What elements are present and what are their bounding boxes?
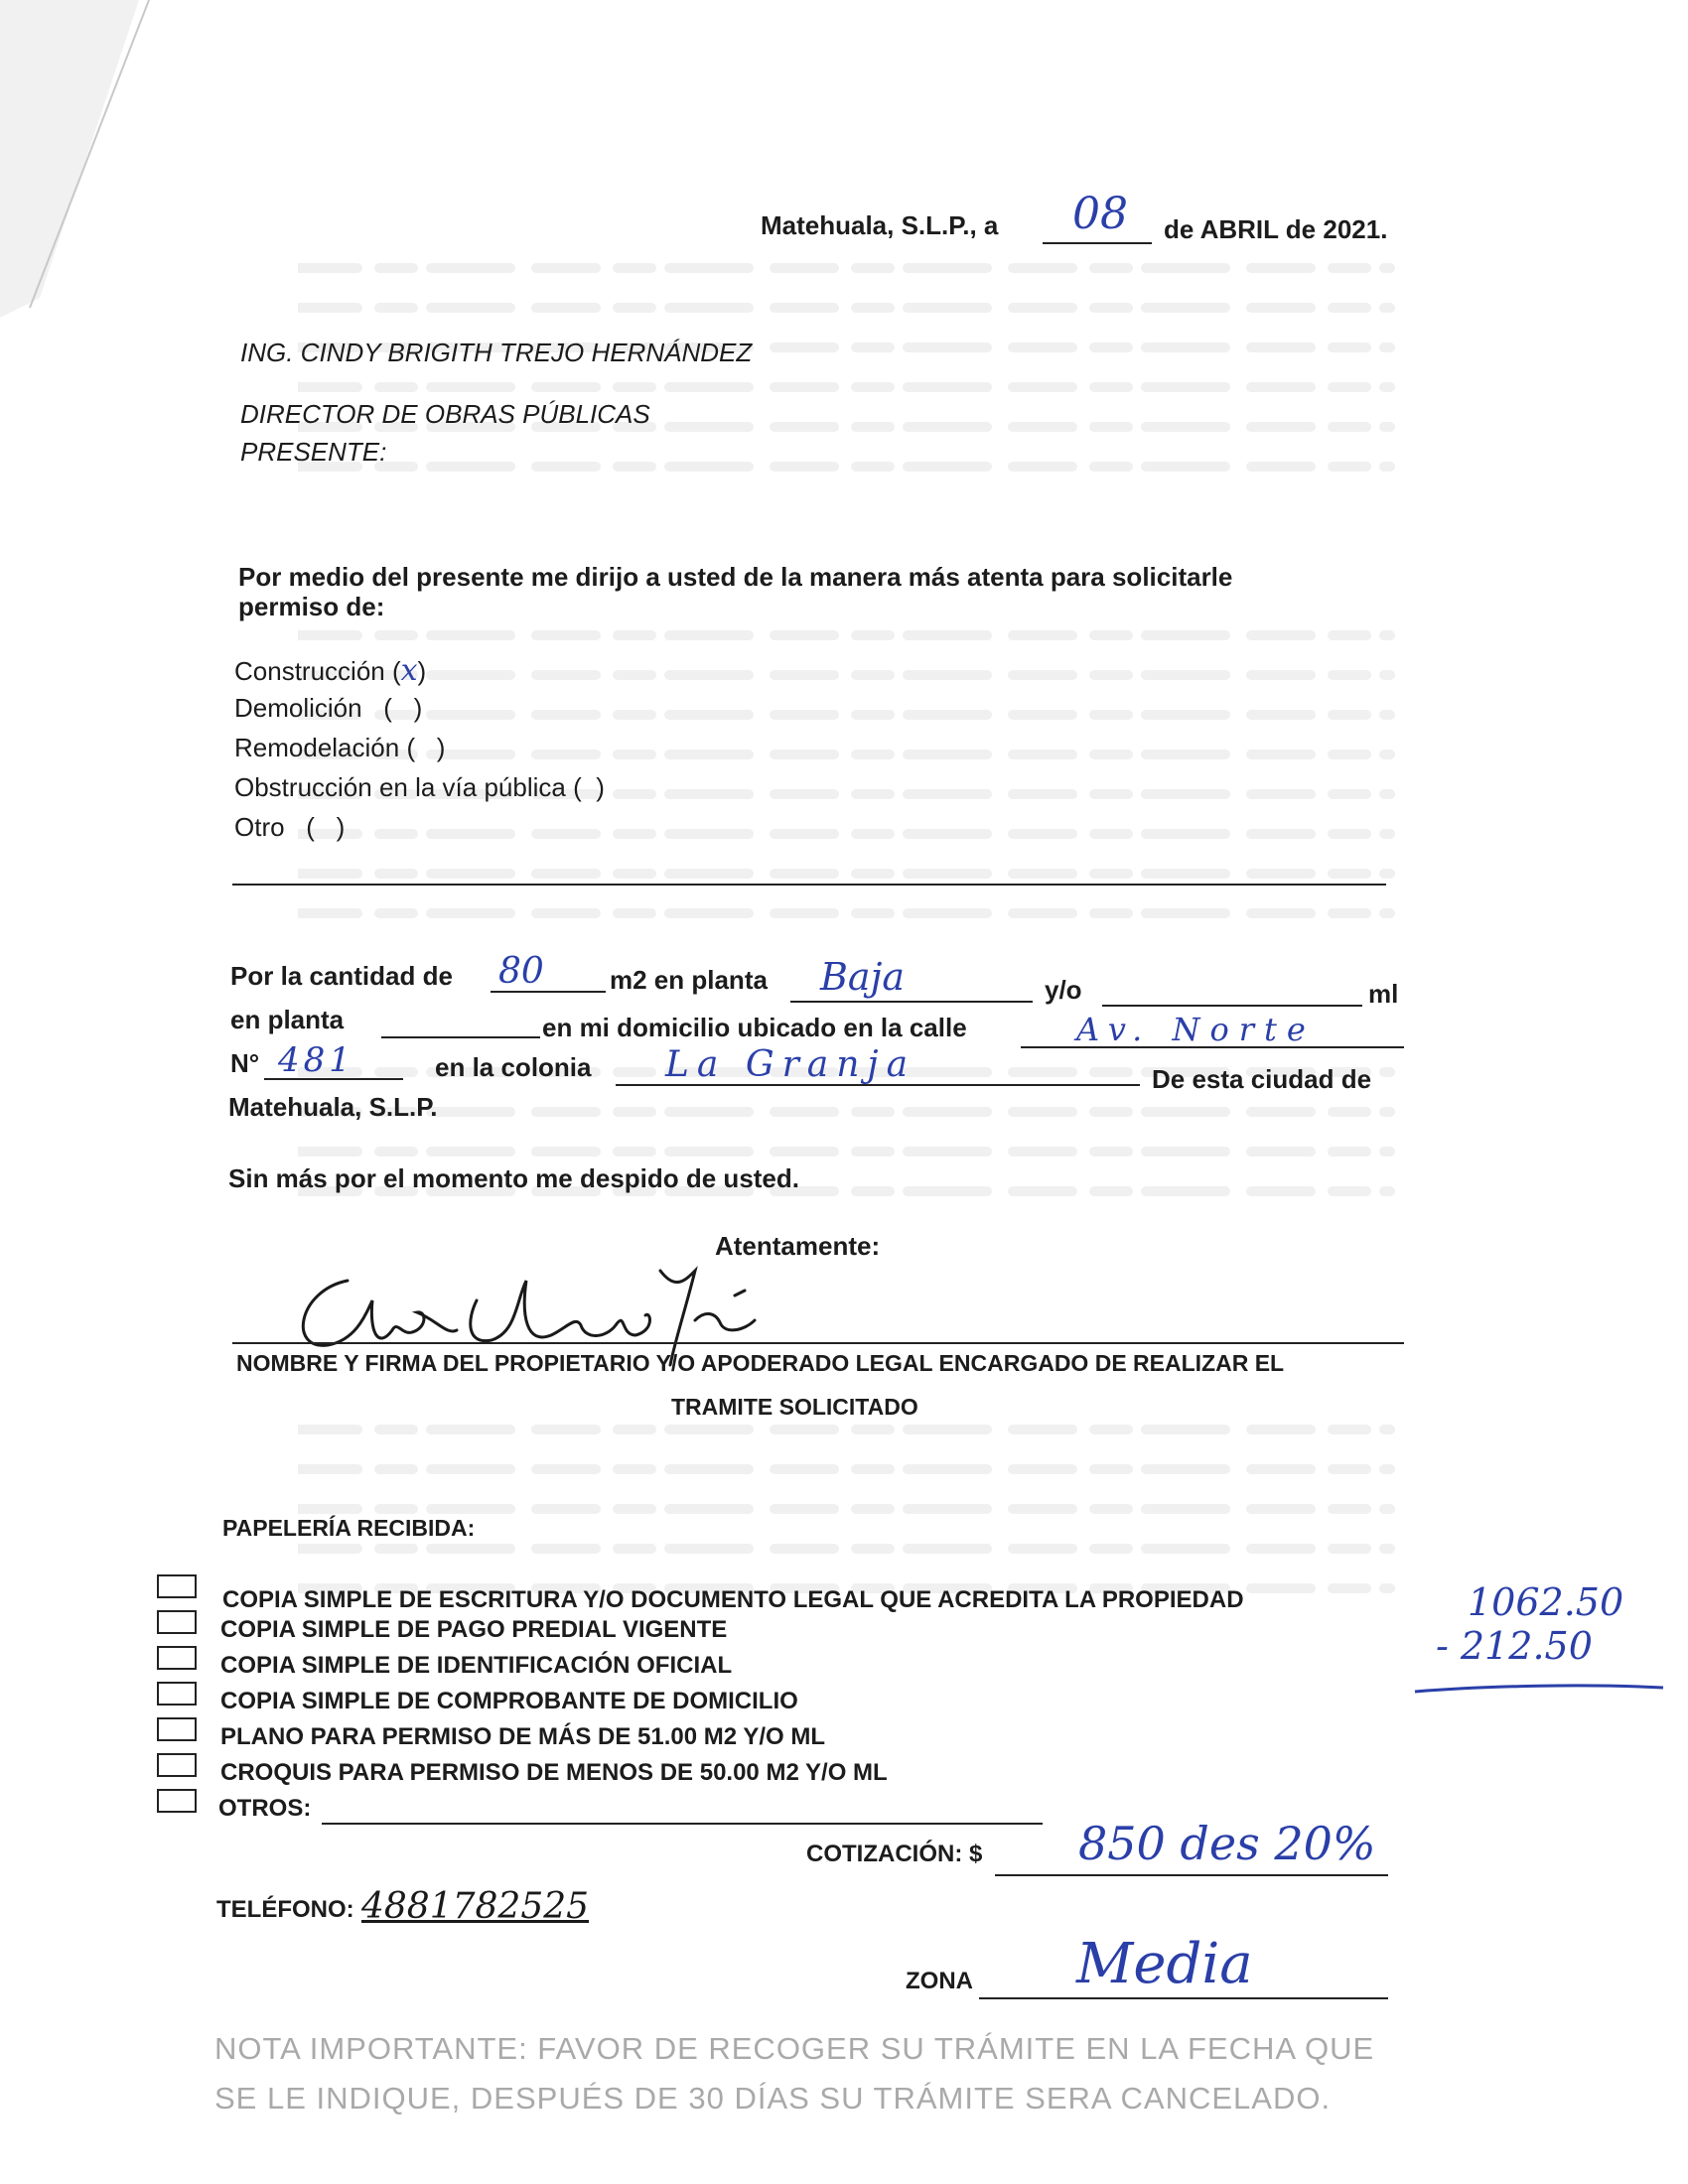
date-place: Matehuala, S.L.P., a	[761, 210, 999, 240]
planta-line	[790, 1001, 1033, 1003]
papeleria-item: OTROS:	[218, 1795, 312, 1822]
permit-construccion: Construcción (x)	[234, 653, 427, 688]
telefono-label: TELÉFONO:	[216, 1896, 354, 1923]
colonia-label: en la colonia	[435, 1052, 592, 1082]
intro-line-2: permiso de:	[238, 592, 385, 621]
cotizacion-label: COTIZACIÓN: $	[806, 1841, 983, 1867]
otros-line	[322, 1823, 1043, 1825]
papeleria-item: CROQUIS PARA PERMISO DE MENOS DE 50.00 M2 Y/O ML	[220, 1759, 888, 1786]
margin-total-line	[1410, 1678, 1668, 1698]
margin-amount-1: 1062.50	[1468, 1580, 1624, 1624]
papeleria-checkbox[interactable]	[157, 1574, 197, 1598]
permit-obstruccion: Obstrucción en la vía pública ( )	[234, 772, 605, 802]
addressee-position: DIRECTOR DE OBRAS PÚBLICAS	[240, 399, 650, 429]
permit-otro-line	[232, 884, 1386, 886]
permit-remodelacion: Remodelación ( )	[234, 733, 446, 762]
en-planta-line	[381, 1036, 540, 1038]
permit-demolicion: Demolición ( )	[234, 693, 423, 723]
atentamente: Atentamente:	[715, 1231, 881, 1261]
qty-label: Por la cantidad de	[230, 961, 453, 991]
domicilio-label: en mi domicilio ubicado en la calle	[542, 1013, 967, 1042]
cotizacion-value: 850 des 20%	[1078, 1817, 1376, 1870]
yo-label: y/o	[1045, 975, 1082, 1005]
papeleria-item: COPIA SIMPLE DE PAGO PREDIAL VIGENTE	[220, 1616, 728, 1643]
addressee-presente: PRESENTE:	[240, 437, 387, 467]
en-planta-label: en planta	[230, 1005, 345, 1034]
show-through-texture	[298, 248, 1440, 1638]
signature-caption-2: TRAMITE SOLICITADO	[671, 1394, 918, 1420]
nota-line-1: NOTA IMPORTANTE: FAVOR DE RECOGER SU TRÁMITE EN LA FECHA QUE	[214, 2031, 1375, 2066]
zona-line	[979, 1997, 1388, 1999]
cotizacion-line	[995, 1874, 1388, 1876]
papeleria-item: COPIA SIMPLE DE IDENTIFICACIÓN OFICIAL	[220, 1652, 733, 1679]
signature-line	[232, 1342, 1404, 1344]
permit-otro: Otro ( )	[234, 812, 346, 842]
ciudad-label: De esta ciudad de	[1152, 1064, 1372, 1094]
papeleria-checkbox[interactable]	[157, 1753, 197, 1777]
signature-caption-1: NOMBRE Y FIRMA DEL PROPIETARIO Y/O APODERADO LEGAL ENCARGADO DE REALIZAR EL	[236, 1350, 1285, 1376]
intro-line-1: Por medio del presente me dirijo a usted de la manera más atenta para solicitarle	[238, 562, 1233, 592]
num-label: N°	[230, 1048, 260, 1078]
ml-line	[1102, 1005, 1362, 1007]
papeleria-item: COPIA SIMPLE DE COMPROBANTE DE DOMICILIO	[220, 1688, 798, 1714]
papeleria-item: PLANO PARA PERMISO DE MÁS DE 51.00 M2 Y/O ML	[220, 1723, 825, 1750]
farewell: Sin más por el momento me despido de usted.	[228, 1163, 799, 1193]
city-name: Matehuala, S.L.P.	[228, 1092, 438, 1122]
permit-check-mark: x	[400, 653, 418, 688]
margin-amount-2: - 212.50	[1436, 1624, 1593, 1668]
permit-label: Obstrucción en la vía pública	[234, 772, 566, 802]
nota-line-2: SE LE INDIQUE, DESPUÉS DE 30 DÍAS SU TRÁMITE SERA CANCELADO.	[214, 2081, 1332, 2116]
num-value: 481	[278, 1040, 354, 1080]
colonia-value: La Granja	[665, 1044, 916, 1085]
papeleria-checkbox[interactable]	[157, 1789, 197, 1813]
date-day-handwritten: 08	[1072, 189, 1128, 239]
papeleria-checkbox[interactable]	[157, 1717, 197, 1741]
qty-value: 80	[498, 951, 544, 992]
papeleria-checkbox[interactable]	[157, 1610, 197, 1634]
zona-label: ZONA	[906, 1968, 973, 1994]
date-month-year: de ABRIL de 2021.	[1164, 214, 1388, 244]
calle-value: Av. Norte	[1076, 1011, 1316, 1048]
papeleria-checkbox[interactable]	[157, 1646, 197, 1670]
papeleria-checkbox[interactable]	[157, 1682, 197, 1706]
permit-label: Otro	[234, 812, 285, 842]
addressee-name: ING. CINDY BRIGITH TREJO HERNÁNDEZ	[240, 338, 753, 367]
telefono-value: 4881782525	[361, 1886, 590, 1927]
permit-label: Demolición	[234, 693, 362, 723]
permit-label: Remodelación	[234, 733, 400, 762]
date-day-line	[1043, 242, 1152, 244]
scan-corner-shadow	[0, 0, 199, 318]
papeleria-title: PAPELERÍA RECIBIDA:	[222, 1515, 476, 1541]
planta-value: Baja	[820, 955, 906, 999]
permit-label: Construcción	[234, 656, 385, 686]
qty-unit-label: m2 en planta	[610, 965, 768, 995]
papeleria-item: COPIA SIMPLE DE ESCRITURA Y/O DOCUMENTO LEGAL QUE ACREDITA LA PROPIEDAD	[222, 1586, 1244, 1613]
ml-label: ml	[1368, 979, 1399, 1009]
zona-value: Media	[1076, 1932, 1253, 1996]
